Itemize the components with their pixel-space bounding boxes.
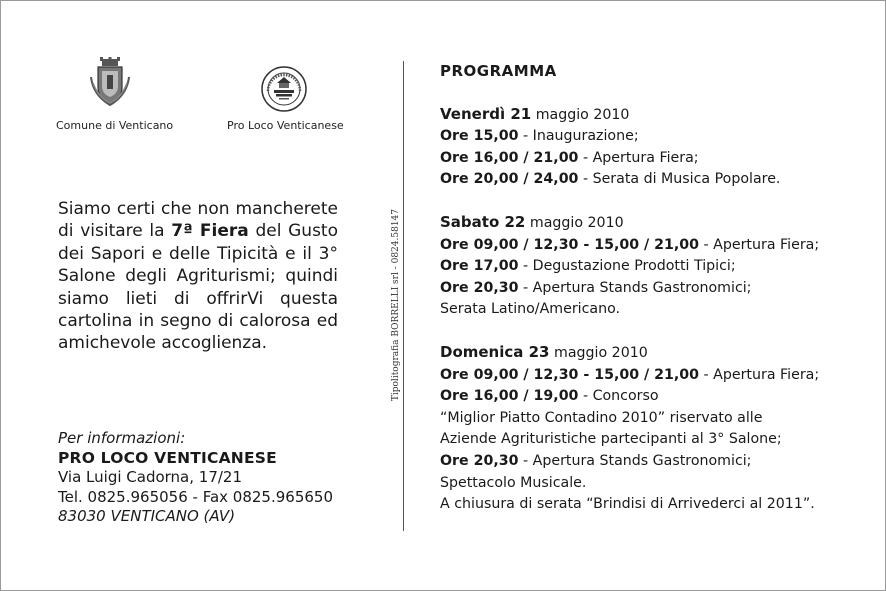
day-title <box>440 342 819 365</box>
contact-address: Via Luigi Cadorna, 17/21 <box>58 468 243 486</box>
item-text: “Miglior Piatto Contadino 2010” riservato alle <box>440 409 763 426</box>
item-text: Serata Latino/Americano. <box>440 301 621 318</box>
item-hours: Ore 09,00 / 12,30 - 15,00 / 21,00 <box>440 366 700 383</box>
item-hours: Ore 20,30 <box>440 452 519 469</box>
item-text: - Apertura Fiera; <box>699 366 820 383</box>
contact-city: 83030 VENTICANO (AV) <box>58 507 236 525</box>
day-month: maggio 2010 <box>531 106 630 123</box>
intro-fiera: 7ª Fiera <box>171 221 249 242</box>
item-text: - Concorso <box>578 388 659 405</box>
program-item <box>440 473 819 495</box>
item-text: Aziende Agrituristiche partecipanti al 3° Salone; <box>440 431 782 448</box>
intro-text-1: Siamo certi che non mancherete di visitare la <box>58 199 338 242</box>
program-item <box>440 278 819 300</box>
item-hours: Ore 17,00 <box>440 258 519 275</box>
program-day <box>440 104 819 212</box>
intro-paragraph <box>58 198 338 355</box>
comune-caption: Comune di Venticano <box>56 119 174 132</box>
program-item <box>440 126 819 148</box>
coat-of-arms-icon <box>89 57 131 107</box>
item-text: - Apertura Fiera; <box>578 149 699 166</box>
contact-phone: Tel. 0825.965056 - Fax 0825.965650 <box>58 487 333 506</box>
printer-credit: Tipolitografia BORRELLI srl - 0824.58147 <box>391 209 401 402</box>
item-hours: Ore 16,00 / 21,00 <box>440 149 579 166</box>
program-days <box>440 104 819 516</box>
proloco-caption: Pro Loco Venticanese <box>227 119 344 132</box>
proloco-seal-icon <box>260 65 308 113</box>
day-name: Venerdì 21 <box>440 104 532 123</box>
item-text: - Serata di Musica Popolare. <box>578 171 781 188</box>
program-item <box>440 235 819 257</box>
program-item <box>440 256 819 278</box>
item-text: Spettacolo Musicale. <box>440 474 587 491</box>
day-name: Sabato 22 <box>440 212 526 231</box>
program-item <box>440 299 819 321</box>
program-item <box>440 494 819 516</box>
day-month: maggio 2010 <box>549 344 648 361</box>
program-day <box>440 342 819 516</box>
program-item <box>440 451 819 473</box>
contact-org: PRO LOCO VENTICANESE <box>58 448 277 467</box>
contact-block <box>58 429 333 527</box>
program-heading: PROGRAMMA <box>440 62 557 80</box>
program-item <box>440 148 819 170</box>
program-item <box>440 429 819 451</box>
item-text: - Degustazione Prodotti Tipici; <box>518 258 736 275</box>
day-name: Domenica 23 <box>440 342 550 361</box>
program-item <box>440 408 819 430</box>
item-text: - Apertura Stands Gastronomici; <box>518 279 752 296</box>
item-text: A chiusura di serata “Brindisi di Arrivederci al 2011”. <box>440 496 815 513</box>
item-hours: Ore 15,00 <box>440 128 519 145</box>
item-text: - Apertura Fiera; <box>699 236 820 253</box>
program-item <box>440 386 819 408</box>
day-month: maggio 2010 <box>525 214 624 231</box>
contact-label: Per informazioni: <box>58 429 186 447</box>
item-hours: Ore 20,00 / 24,00 <box>440 171 579 188</box>
divider <box>403 61 404 531</box>
item-hours: Ore 16,00 / 19,00 <box>440 388 579 405</box>
program-item <box>440 169 819 191</box>
item-hours: Ore 09,00 / 12,30 - 15,00 / 21,00 <box>440 236 700 253</box>
day-title <box>440 212 819 235</box>
day-title <box>440 104 819 127</box>
program-day <box>440 212 819 342</box>
item-hours: Ore 20,30 <box>440 279 519 296</box>
program-item <box>440 365 819 387</box>
item-text: - Apertura Stands Gastronomici; <box>518 452 752 469</box>
item-text: - Inaugurazione; <box>518 128 639 145</box>
intro-text-2: del Gusto dei Sapori e delle Tipicità e il 3° Salone degli Agriturismi; quindi siamo lieti di offrirVi questa cartolina in segno di calorosa ed amichevole accoglienza. <box>58 221 338 354</box>
program <box>440 61 819 516</box>
